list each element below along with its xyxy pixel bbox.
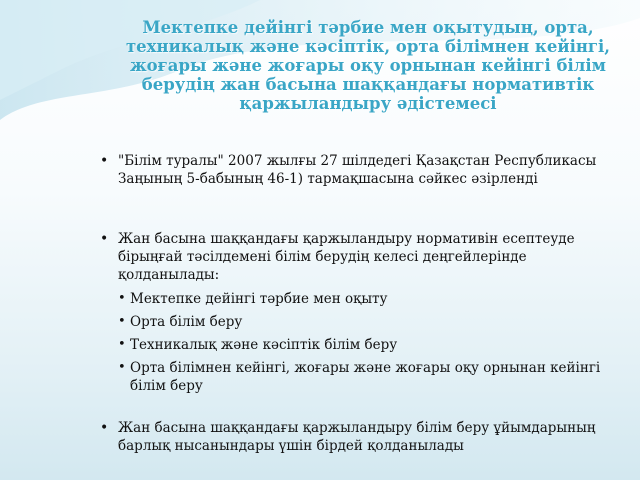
list-item: • Техникалық және кәсіптік білім беру	[100, 336, 630, 354]
slide-content	[100, 152, 630, 455]
list-item: • Орта білімнен кейінгі, жоғары және жоғары оқу орнынан кейінгі білім беру	[100, 359, 630, 395]
slide-title: Мектепке дейінгі тәрбие мен оқытудың, орта, техникалық және кәсіптік, орта білімнен кейінгі, жоғары және жоғары оқу орнынан кейінгі білім берудің жан басына шаққандағы нормативтік қаржыландыру әдістемесі	[125, 18, 611, 113]
bullet-law-reference: • "Білім туралы" 2007 жылғы 27 шілдедегі Қазақстан Республикасы Заңының 5-бабының 46-1) тармақшасына сәйкес әзірленді	[100, 152, 630, 188]
bullet-education-levels	[100, 230, 630, 284]
bullet-education-levels-text: Жан басына шаққандағы қаржыландыру нормативін есептеуде бірыңғай тәсілдемені білім берудің келесі деңгейлерінде қолданылады:	[118, 231, 575, 283]
education-levels-list	[100, 290, 630, 395]
list-item: • Мектепке дейінгі тәрбие мен оқыту	[100, 290, 630, 308]
list-item: • Орта білім беру	[100, 313, 630, 331]
bullet-applies-to-all: • Жан басына шаққандағы қаржыландыру білім беру ұйымдарының барлық нысанындары үшін бірдей қолданылады	[100, 419, 630, 455]
